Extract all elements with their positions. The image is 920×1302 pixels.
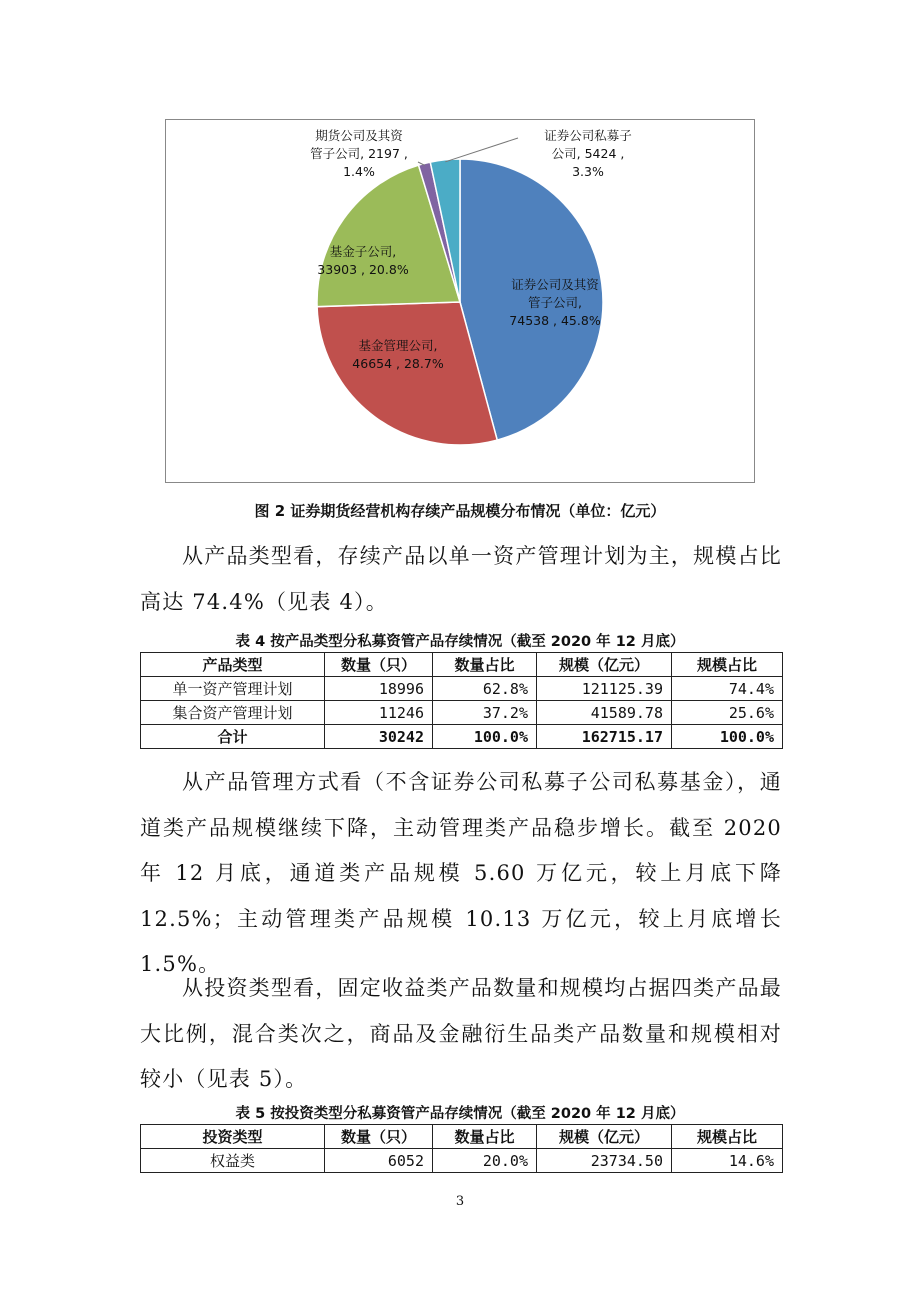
data-label-line: 证券公司私募子 bbox=[544, 128, 632, 143]
table-cell: 121125.39 bbox=[537, 677, 672, 701]
table-cell: 100.0% bbox=[433, 725, 537, 749]
table-row bbox=[141, 677, 783, 701]
paragraph-management-style: 从产品管理方式看（不含证券公司私募子公司私募基金），通道类产品规模继续下降，主动管理类产品稳步增长。截至 2020 年 12 月底，通道类产品规模 5.60 万亿元，较上月底下降 12.5%；主动管理类产品规模 10.13 万亿元，较上月底增长 1.5%。 bbox=[140, 770, 782, 976]
table-header-cell: 规模（亿元） bbox=[537, 653, 672, 677]
figure-caption: 图 2 证券期货经营机构存续产品规模分布情况（单位：亿元） bbox=[254, 502, 666, 520]
table-total-row bbox=[141, 725, 783, 749]
data-label-line: 公司, 5424 , bbox=[551, 146, 625, 161]
table-cell: 18996 bbox=[325, 677, 433, 701]
table-header-row bbox=[141, 1125, 783, 1149]
data-label-line: 管子公司, 2197 , bbox=[310, 146, 408, 161]
table5 bbox=[140, 1124, 783, 1173]
page-number: 3 bbox=[455, 1194, 465, 1209]
data-label bbox=[310, 128, 408, 179]
data-label-line: 证券公司及其资 bbox=[511, 277, 599, 292]
table-cell: 30242 bbox=[325, 725, 433, 749]
table-header-cell: 产品类型 bbox=[141, 653, 325, 677]
table5-caption: 表 5 按投资类型分私募资管产品存续情况（截至 2020 年 12 月底） bbox=[235, 1106, 685, 1122]
table-cell: 25.6% bbox=[672, 701, 783, 725]
table-cell: 37.2% bbox=[433, 701, 537, 725]
table-cell: 20.0% bbox=[433, 1149, 537, 1173]
table4 bbox=[140, 652, 783, 749]
table-cell: 合计 bbox=[141, 725, 325, 749]
data-label-line: 基金子公司, bbox=[329, 244, 397, 259]
data-label-line: 46654 , 28.7% bbox=[352, 356, 444, 371]
table-cell: 74.4% bbox=[672, 677, 783, 701]
table-cell: 权益类 bbox=[141, 1149, 325, 1173]
table-cell: 100.0% bbox=[672, 725, 783, 749]
table-header-cell: 数量（只） bbox=[325, 1125, 433, 1149]
table-cell: 11246 bbox=[325, 701, 433, 725]
table-cell: 集合资产管理计划 bbox=[141, 701, 325, 725]
table-row bbox=[141, 1149, 783, 1173]
pie-chart-frame bbox=[165, 119, 755, 483]
table-header-cell: 投资类型 bbox=[141, 1125, 325, 1149]
table-header-cell: 规模（亿元） bbox=[537, 1125, 672, 1149]
table-header-cell: 规模占比 bbox=[672, 1125, 783, 1149]
data-label-line: 管子公司, bbox=[528, 295, 582, 310]
data-label-line: 74538 , 45.8% bbox=[509, 313, 601, 328]
data-label-line: 期货公司及其资 bbox=[315, 128, 403, 143]
pie-chart bbox=[166, 120, 756, 484]
table-cell: 14.6% bbox=[672, 1149, 783, 1173]
paragraph-product-type: 从产品类型看，存续产品以单一资产管理计划为主，规模占比高达 74.4%（见表 4）。 bbox=[140, 544, 782, 614]
table-cell: 41589.78 bbox=[537, 701, 672, 725]
table4-caption: 表 4 按产品类型分私募资管产品存续情况（截至 2020 年 12 月底） bbox=[235, 634, 685, 650]
table-header-cell: 数量占比 bbox=[433, 1125, 537, 1149]
table-cell: 162715.17 bbox=[537, 725, 672, 749]
data-label-line: 33903 , 20.8% bbox=[317, 262, 409, 277]
table-row bbox=[141, 701, 783, 725]
data-label-line: 3.3% bbox=[572, 164, 604, 179]
data-label bbox=[544, 128, 632, 179]
table-header-cell: 规模占比 bbox=[672, 653, 783, 677]
table-cell: 6052 bbox=[325, 1149, 433, 1173]
paragraph-investment-type: 从投资类型看，固定收益类产品数量和规模均占据四类产品最大比例，混合类次之，商品及金融衍生品类产品数量和规模相对较小（见表 5）。 bbox=[140, 976, 782, 1091]
table-header-cell: 数量（只） bbox=[325, 653, 433, 677]
data-label-line: 基金管理公司, bbox=[358, 338, 438, 353]
data-label-line: 1.4% bbox=[343, 164, 375, 179]
table-cell: 单一资产管理计划 bbox=[141, 677, 325, 701]
table-cell: 23734.50 bbox=[537, 1149, 672, 1173]
table-header-row bbox=[141, 653, 783, 677]
leader-line bbox=[445, 138, 518, 162]
table-header-cell: 数量占比 bbox=[433, 653, 537, 677]
table-cell: 62.8% bbox=[433, 677, 537, 701]
